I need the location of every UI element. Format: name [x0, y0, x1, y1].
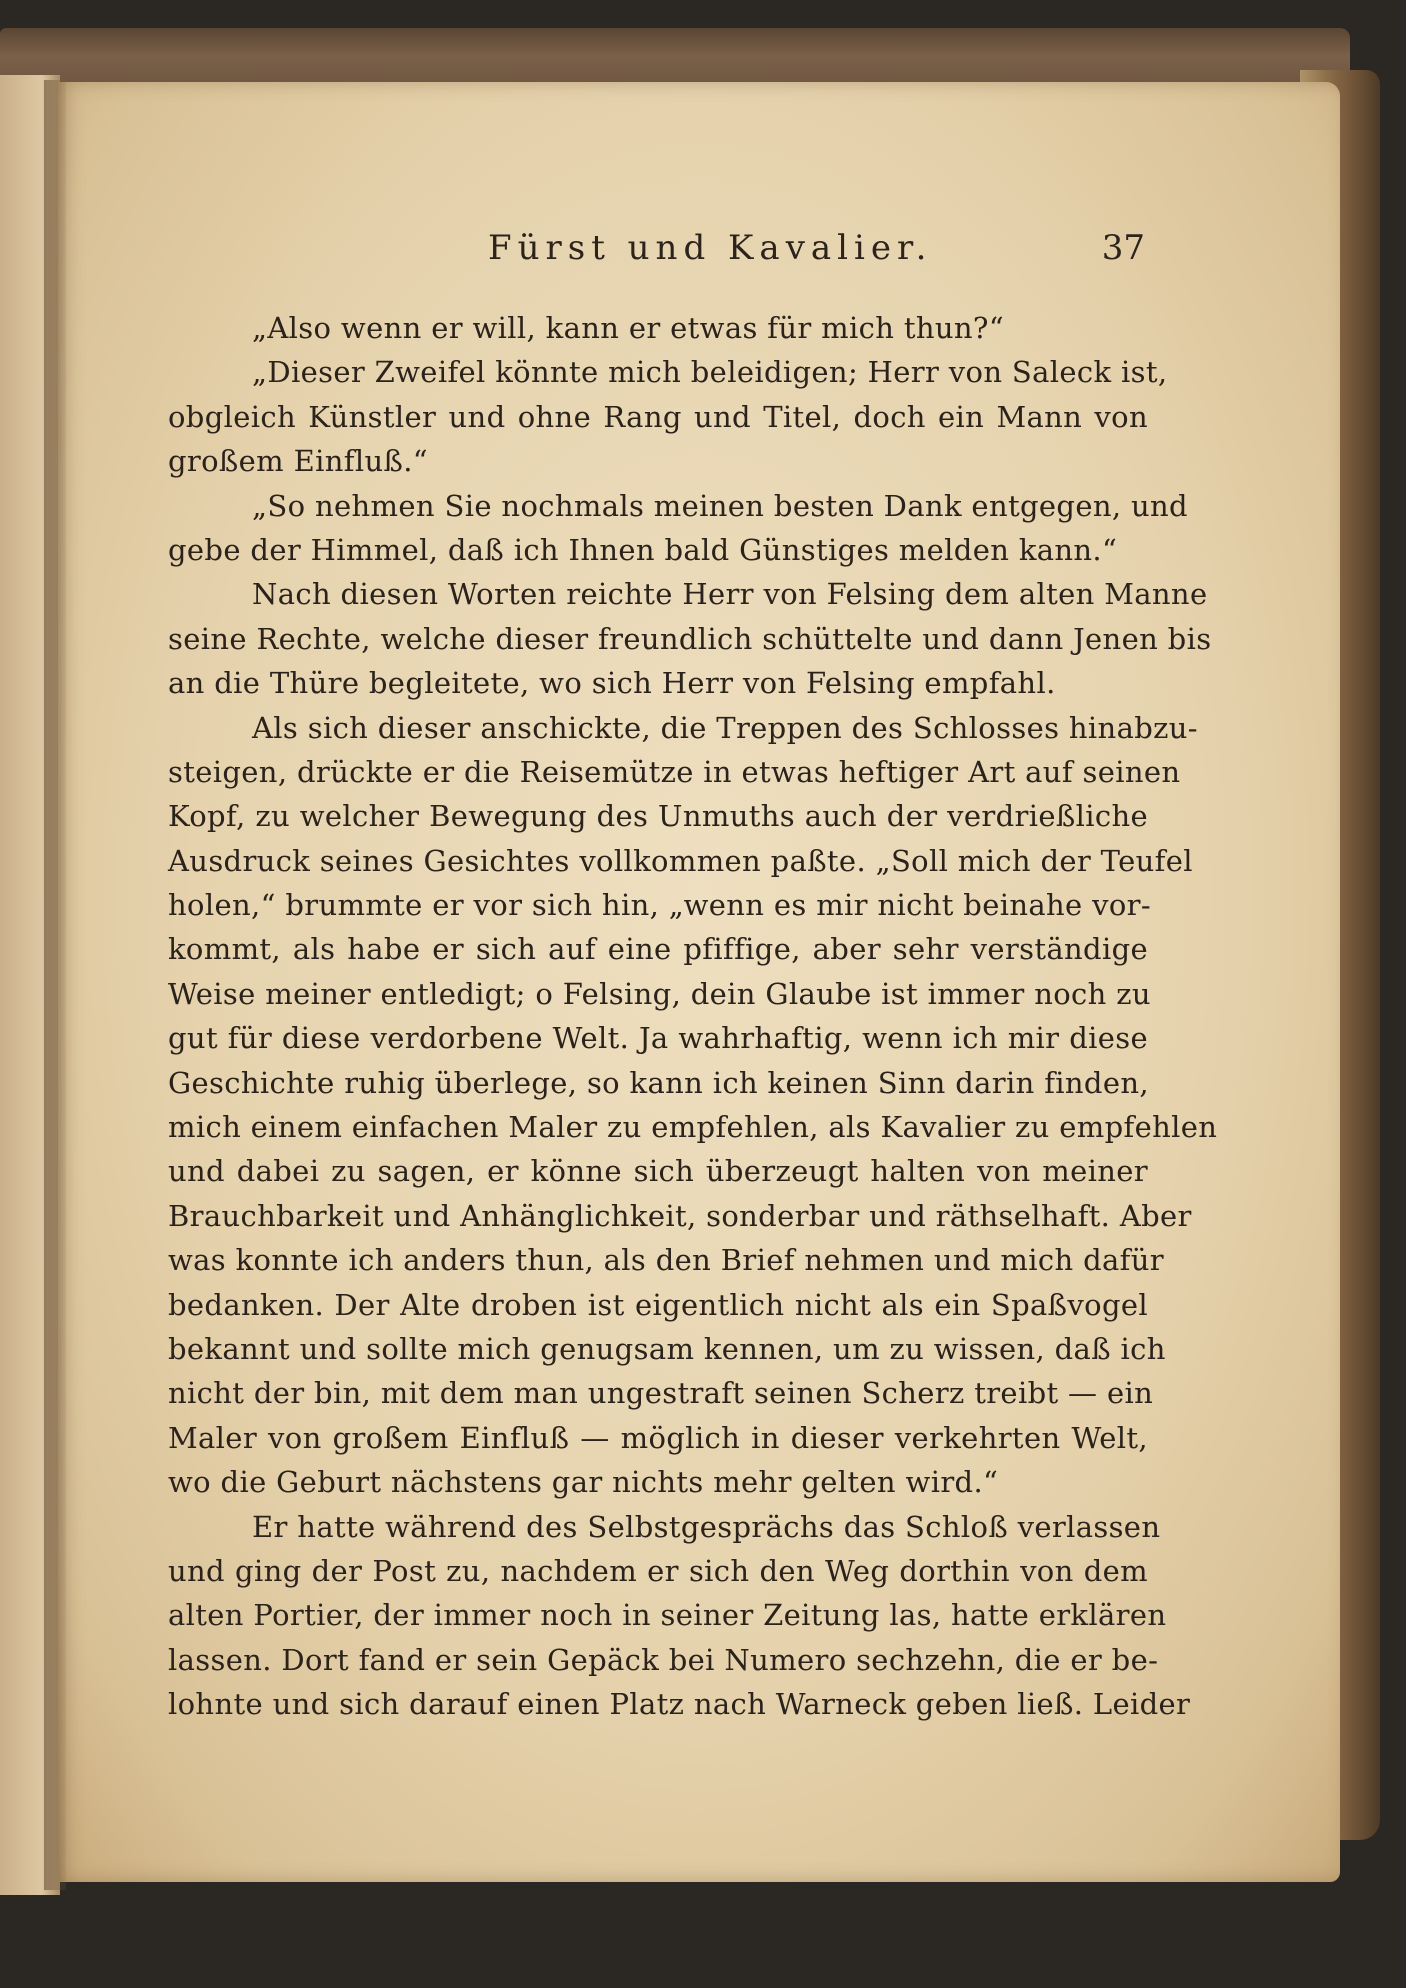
text-line: Ausdruck seines Gesichtes vollkommen paßte. „Soll mich der Teufel [168, 843, 1193, 878]
text-line: gut für diese verdorbene Welt. Ja wahrhaftig, wenn ich mir diese [168, 1021, 1148, 1056]
text-line: obgleich Künstler und ohne Rang und Titel, doch ein Mann von [168, 399, 1148, 434]
text-line: steigen, drückte er die Reisemütze in etwas heftiger Art auf seinen [168, 754, 1181, 789]
text-line: nicht der bin, mit dem man ungestraft seinen Scherz treibt — ein [168, 1376, 1154, 1411]
text-line: lassen. Dort fand er sein Gepäck bei Numero sechzehn, die er be- [168, 1642, 1159, 1677]
text-line: „Dieser Zweifel könnte mich beleidigen; Herr von Saleck ist, [252, 355, 1168, 390]
text-line: seine Rechte, welche dieser freundlich schüttelte und dann Jenen bis [168, 621, 1212, 656]
page-number: 37 [1101, 228, 1145, 268]
text-line: und dabei zu sagen, er könne sich überzeugt halten von meiner [168, 1154, 1148, 1189]
text-line: und ging der Post zu, nachdem er sich den Weg dorthin von dem [168, 1553, 1148, 1588]
text-line: Weise meiner entledigt; o Felsing, dein Glaube ist immer noch zu [168, 976, 1151, 1011]
running-title: Fürst und Kavalier. [488, 228, 933, 268]
text-line: Er hatte während des Selbstgesprächs das Schloß verlassen [252, 1509, 1161, 1544]
book-gutter [44, 80, 66, 1890]
text-line: an die Thüre begleitete, wo sich Herr von Felsing empfahl. [168, 666, 1056, 701]
text-line: wo die Geburt nächstens gar nichts mehr gelten wird.“ [168, 1465, 999, 1500]
text-line: „Also wenn er will, kann er etwas für mich thun?“ [252, 311, 1005, 345]
text-line: alten Portier, der immer noch in seiner Zeitung las, hatte erklären [168, 1598, 1167, 1633]
text-line: „So nehmen Sie nochmals meinen besten Dank entgegen, und [252, 488, 1188, 523]
text-line: lohnte und sich darauf einen Platz nach Warneck geben ließ. Leider [168, 1687, 1191, 1722]
text-line: Als sich dieser anschickte, die Treppen des Schlosses hinabzu- [252, 710, 1198, 745]
text-line: holen,“ brummte er vor sich hin, „wenn es mir nicht beinahe vor- [168, 888, 1152, 923]
text-line: großem Einfluß.“ [168, 444, 428, 479]
text-line: Geschichte ruhig überlege, so kann ich keinen Sinn darin finden, [168, 1065, 1149, 1100]
text-line: bekannt und sollte mich genugsam kennen, um zu wissen, daß ich [168, 1331, 1166, 1366]
text-line: was konnte ich anders thun, als den Brief nehmen und mich dafür [168, 1243, 1164, 1278]
page-header [58, 228, 1340, 278]
text-line: Brauchbarkeit und Anhänglichkeit, sonderbar und räthselhaft. Aber [168, 1198, 1192, 1233]
text-line: kommt, als habe er sich auf eine pfiffige, aber sehr verständige [168, 932, 1148, 967]
body-text [168, 306, 1218, 1727]
text-line: Maler von großem Einfluß — möglich in dieser verkehrten Welt, [168, 1420, 1148, 1455]
text-line: bedanken. Der Alte droben ist eigentlich nicht als ein Spaßvogel [168, 1287, 1148, 1322]
text-line: gebe der Himmel, daß ich Ihnen bald Günstiges melden kann.“ [168, 532, 1118, 567]
text-line: Nach diesen Worten reichte Herr von Felsing dem alten Manne [252, 577, 1208, 612]
text-line: mich einem einfachen Maler zu empfehlen, als Kavalier zu empfehlen [168, 1110, 1218, 1145]
text-line: Kopf, zu welcher Bewegung des Unmuths auch der verdrießliche [168, 799, 1148, 834]
